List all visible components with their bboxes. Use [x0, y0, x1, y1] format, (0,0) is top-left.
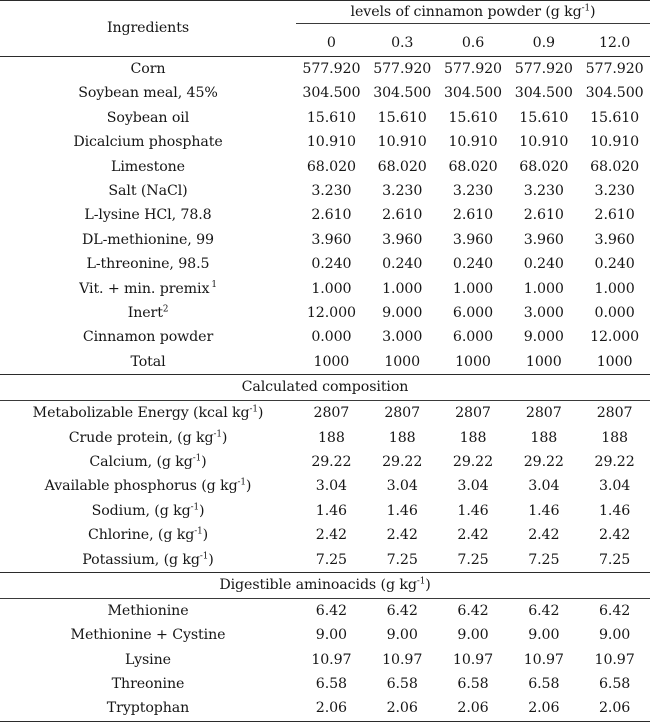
table-row — [0, 499, 650, 523]
row-label: L-lysine HCl, 78.8 — [84, 207, 212, 224]
row-label: DL-methionine, 99 — [82, 231, 214, 248]
table-cell: 1.46 — [528, 502, 560, 519]
column-header-level-4: 12.0 — [598, 35, 631, 52]
table-cell: 3.960 — [311, 231, 352, 248]
table-cell: 3.000 — [523, 305, 564, 321]
table-cell: 188 — [601, 429, 628, 446]
table-cell: 15.610 — [590, 109, 640, 126]
table-cell: 1000 — [384, 353, 421, 370]
table-cell: 3.230 — [523, 183, 564, 200]
table-cell: 6.58 — [598, 676, 631, 693]
row-label: Limestone — [111, 158, 185, 175]
table-cell: 10.97 — [594, 651, 635, 668]
table-cell: 2.06 — [457, 700, 489, 717]
table-cell: 188 — [318, 429, 345, 446]
table-row — [0, 547, 650, 572]
row-label: Dicalcium phosphate — [73, 134, 223, 151]
table-row — [0, 672, 650, 696]
superscript: 1 — [211, 279, 217, 290]
column-group-header-levels — [296, 1, 650, 31]
table-cell: 15.610 — [519, 109, 569, 126]
row-label: Methionine — [107, 602, 189, 619]
table-cell: 6.42 — [528, 602, 560, 619]
table-cell: 1.46 — [457, 502, 489, 519]
table-row — [0, 401, 650, 425]
column-group-header-label: levels of cinnamon powder (g $kg^{-1}$) — [296, 5, 650, 23]
table-cell: 3.04 — [598, 478, 631, 495]
table-row — [0, 277, 650, 301]
table-row — [0, 325, 650, 349]
table-cell: 10.97 — [382, 651, 423, 668]
table-cell: 304.500 — [302, 85, 361, 102]
superscript: -1 — [213, 428, 222, 439]
table-cell: 2.06 — [315, 700, 347, 717]
row-label: Inert$^2$ — [127, 304, 169, 321]
table-cell: 304.500 — [585, 85, 644, 102]
table-cell: 2807 — [596, 405, 633, 422]
row-label: Cinnamon powder — [82, 329, 214, 346]
table-cell: 29.22 — [382, 453, 423, 470]
table-cell: 15.610 — [377, 109, 427, 126]
row-label: Tryptophan — [106, 700, 190, 717]
table-cell: 68.020 — [377, 158, 427, 175]
table-cell: 6.58 — [315, 676, 347, 693]
table-row — [0, 623, 650, 647]
table-row — [0, 203, 650, 227]
table-cell: 2807 — [525, 405, 562, 422]
table-cell: 0.000 — [594, 305, 635, 321]
superscript: -1 — [249, 404, 258, 415]
table-cell: 2.610 — [382, 207, 423, 224]
row-label: Methionine + Cystine — [70, 627, 226, 644]
table-cell: 188 — [388, 429, 416, 446]
table-cell: 10.97 — [452, 651, 494, 668]
table-row — [0, 450, 650, 474]
table-cell: 6.42 — [386, 602, 418, 619]
table-row — [0, 179, 650, 203]
column-header-level-0: 0 — [326, 35, 336, 52]
table-cell: 0.240 — [594, 256, 635, 273]
superscript: 2 — [162, 304, 169, 315]
table-header-row — [0, 1, 650, 31]
table-cell: 68.020 — [306, 158, 356, 175]
table-cell: 2.06 — [598, 700, 631, 717]
table-cell: 7.25 — [386, 551, 418, 568]
row-label: Vit. + min. premix $^1$ — [79, 279, 217, 297]
table-cell: 2807 — [313, 405, 350, 422]
table-row — [0, 648, 650, 672]
table-cell: 7.25 — [528, 551, 560, 568]
table-cell: 3.230 — [594, 183, 635, 200]
table-cell: 3.04 — [528, 478, 560, 495]
table-cell: 29.22 — [523, 453, 564, 470]
table-cell: 10.97 — [523, 651, 564, 668]
table-cell: 3.960 — [452, 231, 494, 248]
section-heading-calculated-composition: Calculated composition — [241, 379, 409, 396]
table-cell: 2.610 — [523, 207, 564, 224]
table-cell: 1.000 — [523, 280, 564, 297]
table-cell: 3.04 — [386, 478, 418, 495]
table-cell: 6.000 — [452, 329, 494, 346]
table-cell: 0.240 — [311, 256, 352, 273]
table-cell: 1.000 — [452, 280, 494, 297]
table-cell: 68.020 — [448, 158, 498, 175]
table-cell: 1000 — [525, 353, 562, 370]
table-cell: 12.000 — [590, 329, 640, 346]
table-cell: 6.42 — [457, 602, 489, 619]
table-row — [0, 106, 650, 130]
table-cell: 2.42 — [528, 527, 560, 544]
table-cell: 3.230 — [452, 183, 494, 200]
table-cell: 6.58 — [528, 676, 560, 693]
column-header-level-2: 0.6 — [461, 35, 485, 52]
table-row — [0, 228, 650, 252]
table-cell: 12.000 — [306, 305, 356, 321]
section-heading-row-digestible-aminoacids — [0, 573, 650, 599]
table-cell: 3.000 — [382, 329, 423, 346]
table-row — [0, 81, 650, 105]
table-cell: 2.42 — [386, 527, 418, 544]
table-cell: 0.240 — [382, 256, 423, 273]
row-label: Salt (NaCl) — [108, 183, 188, 200]
table-cell: 6.58 — [457, 676, 489, 693]
table-cell: 7.25 — [315, 551, 347, 568]
superscript: -1 — [581, 3, 590, 14]
row-label: Soybean oil — [106, 109, 190, 126]
table-row — [0, 696, 650, 721]
table-cell: 1.46 — [315, 502, 347, 519]
table-cell: 1.000 — [382, 280, 423, 297]
row-label: Threonine — [111, 676, 185, 693]
table-cell: 3.04 — [315, 478, 347, 495]
table-row — [0, 523, 650, 547]
row-label: Total — [130, 353, 166, 370]
table-cell: 9.000 — [523, 329, 564, 346]
table-cell: 7.25 — [598, 551, 631, 568]
table-cell: 577.920 — [514, 61, 573, 78]
column-header-level-1: 0.3 — [391, 35, 414, 52]
row-label: Potassium, (g $kg^{-1}$) — [82, 550, 214, 568]
column-header-ingredients: Ingredients — [106, 20, 190, 37]
superscript: -1 — [194, 526, 203, 537]
table-row — [0, 599, 650, 623]
table-cell: 3.230 — [311, 183, 352, 200]
table-cell: 9.00 — [386, 627, 418, 644]
table-cell: 15.610 — [448, 109, 498, 126]
table-cell: 6.42 — [315, 602, 347, 619]
table-cell: 0.240 — [452, 256, 494, 273]
superscript: -1 — [237, 477, 246, 488]
table-cell: 304.500 — [444, 85, 502, 102]
table-cell: 10.910 — [377, 134, 427, 151]
row-label: Available phosphorus (g $kg^{-1}$) — [44, 477, 252, 495]
table-cell: 3.960 — [382, 231, 423, 248]
table-cell: 9.00 — [457, 627, 489, 644]
table-cell: 68.020 — [519, 158, 569, 175]
table-cell: 2.42 — [598, 527, 631, 544]
table-cell: 3.04 — [457, 478, 489, 495]
superscript: -1 — [190, 502, 199, 512]
table-cell: 9.000 — [382, 305, 423, 321]
table-cell: 6.58 — [386, 676, 418, 693]
table-cell: 577.920 — [302, 61, 361, 78]
table-cell: 2.06 — [528, 700, 560, 717]
table-cell: 2807 — [384, 405, 421, 422]
row-label: Chlorine, (g $kg^{-1}$) — [87, 526, 209, 544]
table-cell: 68.020 — [590, 158, 640, 175]
table-cell: 7.25 — [457, 551, 489, 568]
table-cell: 304.500 — [514, 85, 573, 102]
table-cell: 1.000 — [594, 280, 635, 297]
table-cell: 577.920 — [373, 61, 432, 78]
table-cell: 9.00 — [528, 627, 560, 644]
table-cell: 1.000 — [311, 280, 352, 297]
table-cell: 3.230 — [382, 183, 423, 200]
table-cell: 2.42 — [315, 527, 347, 544]
table-cell: 29.22 — [452, 453, 494, 470]
row-label: Sodium, (g $kg^{-1}$) — [91, 502, 205, 519]
row-label: Metabolizable Energy (kcal $kg^{-1}$) — [32, 404, 264, 422]
row-label: Calcium, (g $kg^{-1}$) — [89, 453, 207, 470]
row-label: L-threonine, 98.5 — [86, 256, 210, 273]
table-cell: 3.960 — [594, 231, 635, 248]
table-cell: 1.46 — [598, 502, 631, 519]
table-cell: 10.910 — [590, 134, 640, 151]
table-cell: 3.960 — [523, 231, 564, 248]
table-cell: 2.42 — [457, 527, 489, 544]
superscript: -1 — [199, 550, 209, 561]
table-cell: 9.00 — [315, 627, 347, 644]
table-cell: 6.000 — [452, 305, 494, 321]
table-row — [0, 252, 650, 276]
column-header-level-3: 0.9 — [532, 35, 555, 52]
row-label: Corn — [130, 61, 166, 78]
table-cell: 2.610 — [452, 207, 494, 224]
table-cell: 577.920 — [585, 61, 644, 78]
table-cell: 1000 — [455, 353, 491, 370]
table-row — [0, 301, 650, 325]
table-row — [0, 350, 650, 375]
table-cell: 9.00 — [598, 627, 631, 644]
table-cell: 304.500 — [373, 85, 432, 102]
row-label: Soybean meal, 45% — [78, 85, 218, 102]
table-cell: 10.97 — [311, 651, 352, 668]
table-row — [0, 155, 650, 179]
superscript: -1 — [192, 453, 202, 464]
table-cell: 1.46 — [386, 502, 418, 519]
table-cell: 29.22 — [594, 453, 635, 470]
table-cell: 10.910 — [448, 134, 498, 151]
table-cell: 1000 — [596, 353, 633, 370]
table-row — [0, 57, 650, 81]
table-cell: 0.240 — [523, 256, 564, 273]
section-heading-digestible-aminoacids: Digestible aminoacids (g $kg^{-1}$) — [219, 576, 431, 594]
table-cell: 188 — [530, 429, 558, 446]
table-cell: 1000 — [313, 353, 350, 370]
table-cell: 6.42 — [598, 602, 631, 619]
table-cell: 10.910 — [306, 134, 356, 151]
table-cell: 577.920 — [444, 61, 502, 78]
superscript: -1 — [416, 576, 426, 587]
table-cell: 2.06 — [386, 700, 418, 717]
table-cell: 29.22 — [311, 453, 352, 470]
table-cell: 10.910 — [519, 134, 569, 151]
section-heading-row-calculated-composition — [0, 375, 650, 401]
table-cell: 15.610 — [306, 109, 356, 126]
table-cell: 2807 — [455, 405, 491, 422]
table-cell: 0.000 — [311, 329, 352, 346]
table-row — [0, 130, 650, 154]
table-cell: 188 — [459, 429, 487, 446]
table-cell: 2.610 — [594, 207, 635, 224]
row-label: Crude protein, (g $kg^{-1}$) — [68, 428, 228, 446]
table-cell: 2.610 — [311, 207, 352, 224]
table-row — [0, 474, 650, 498]
table-row — [0, 425, 650, 449]
row-label: Lysine — [125, 651, 171, 668]
